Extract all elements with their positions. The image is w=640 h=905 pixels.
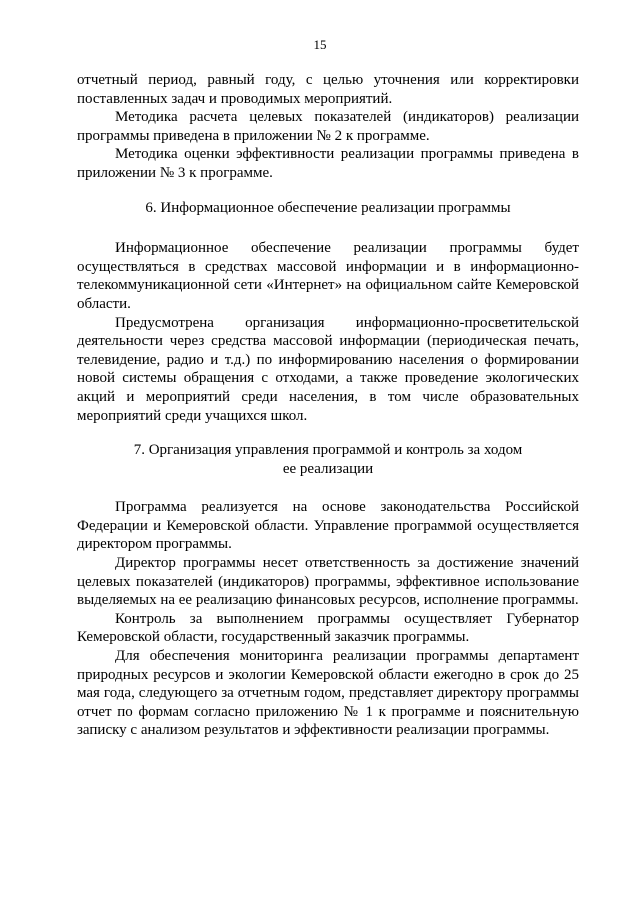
section-6-paragraph: Информационное обеспечение реализации программы будет осуществляться в средствах массовой информации и в информационно-телекоммуникационной сети «Интернет» на официальном сайте Кемеровской области.	[77, 240, 579, 312]
page-body	[77, 71, 579, 740]
section-7-paragraph: Для обеспечения мониторинга реализации программы департамент природных ресурсов и экологии Кемеровской области ежегодно в срок до 25 мая года, следующего за отчетным годом, представляет директору программы отчет по формам согласно приложению № 1 к программе и пояснительную записку с анализом результатов и эффективности реализации программы.	[77, 648, 579, 739]
page-number: 15	[313, 37, 327, 52]
section-6-paragraph: Предусмотрена организация информационно-просветительской деятельности через средства массовой информации (периодическая печать, телевидение, радио и т.д.) по информированию населения о формировании новой системы обращения с отходами, а также проведение экологических акций и мероприятий среди населения, в том числе образовательных мероприятий среди учащихся школ.	[77, 314, 579, 424]
section-7-paragraph: Директор программы несет ответственность за достижение значений целевых показателей (индикаторов) программы, эффективное использование выделяемых на ее реализацию финансовых ресурсов, исполнение программы.	[77, 555, 579, 609]
paragraph-indicators-method: Методика расчета целевых показателей (индикаторов) реализации программы приведена в приложении № 2 к программе.	[77, 109, 579, 144]
continued-paragraph: отчетный период, равный году, с целью уточнения или корректировки поставленных задач и проводимых мероприятий.	[77, 72, 579, 107]
section-6-heading: 6. Информационное обеспечение реализации программы	[145, 199, 511, 216]
section-7-paragraph: Программа реализуется на основе законодательства Российской Федерации и Кемеровской области. Управление программой осуществляется директором программы.	[77, 499, 579, 553]
paragraph-efficiency-method: Методика оценки эффективности реализации программы приведена в приложении № 3 к программе.	[77, 146, 579, 181]
section-7-paragraph: Контроль за выполнением программы осуществляет Губернатор Кемеровской области, государственный заказчик программы.	[77, 610, 579, 646]
section-7-heading-line-2: ее реализации	[282, 460, 374, 477]
section-7-heading-line-1: 7. Организация управления программой и контроль за ходом	[133, 442, 523, 459]
